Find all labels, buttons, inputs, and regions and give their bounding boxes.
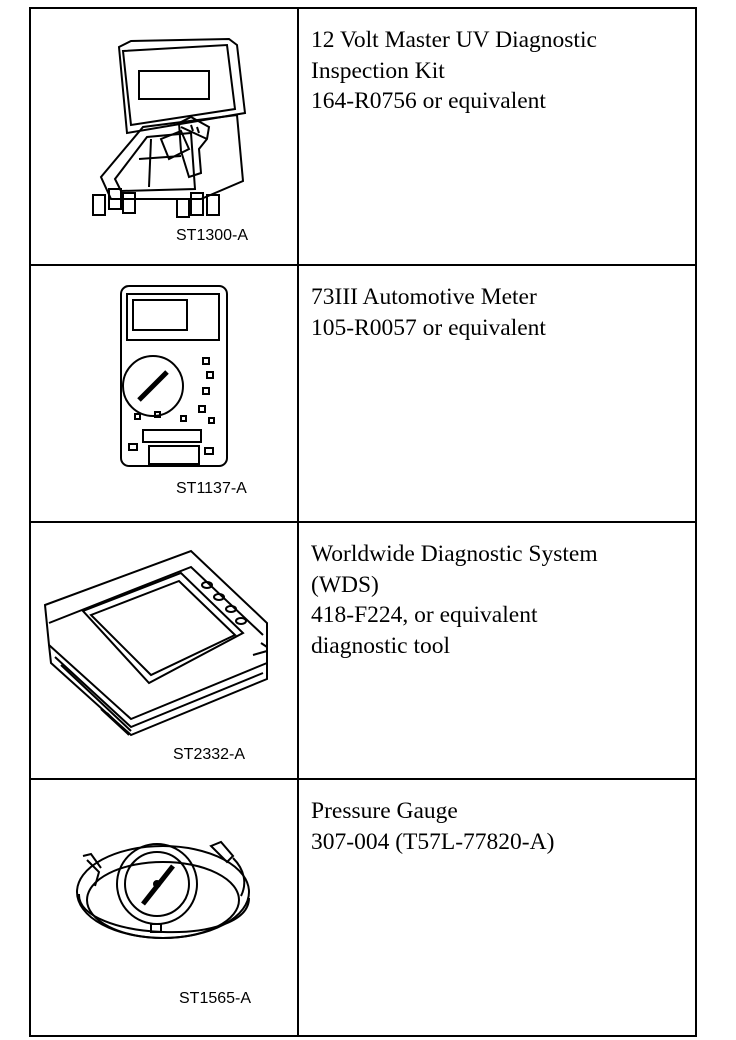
figure-reference-code: ST1300-A (176, 227, 249, 244)
wds-illustration (31, 523, 299, 778)
pressure-gauge-illustration (31, 780, 299, 1035)
multimeter-illustration (31, 266, 299, 521)
tool-part-number: 307-004 (T57L-77820-A) (311, 828, 555, 855)
tool-part-number: 164-R0756 or equivalent (311, 88, 546, 114)
tool-part-number: 105-R0057 or equivalent (311, 314, 546, 341)
tool-description (299, 780, 695, 857)
figure-reference-code: ST1565-A (179, 990, 252, 1007)
tool-row (30, 8, 696, 265)
tool-row (30, 522, 696, 779)
special-tools-table (29, 7, 697, 1037)
tool-description-cell (298, 265, 696, 522)
tool-row (30, 265, 696, 522)
tool-part-number: 418-F224, or equivalent (311, 602, 538, 628)
tool-description (299, 266, 695, 343)
tool-illustration-cell (30, 779, 298, 1036)
tool-description (299, 9, 695, 117)
tool-description (299, 523, 695, 661)
figure-reference-code: ST1137-A (176, 480, 247, 497)
tool-row (30, 779, 696, 1036)
tool-name-line: 73III Automotive Meter (311, 284, 537, 310)
uv-kit-illustration (31, 9, 299, 264)
tool-illustration-cell (30, 522, 298, 779)
tool-name-line: diagnostic tool (311, 632, 451, 659)
tool-name-line: Worldwide Diagnostic System (311, 541, 598, 567)
tool-name-line: Inspection Kit (311, 57, 445, 84)
tool-name-line: Pressure Gauge (311, 798, 458, 824)
tool-illustration-cell (30, 8, 298, 265)
tool-name-line: (WDS) (311, 571, 379, 598)
tool-name-line: 12 Volt Master UV Diagnostic (311, 27, 597, 53)
tool-description-cell (298, 779, 696, 1036)
figure-reference-code: ST2332-A (173, 746, 246, 763)
tool-description-cell (298, 8, 696, 265)
tool-illustration-cell (30, 265, 298, 522)
tool-description-cell (298, 522, 696, 779)
